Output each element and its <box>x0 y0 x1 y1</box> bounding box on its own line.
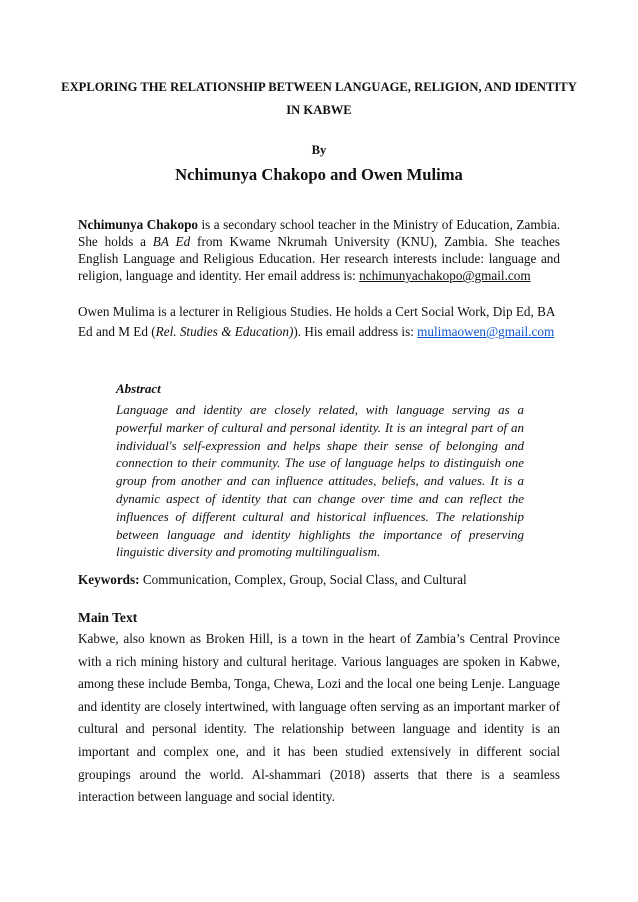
paper-title: EXPLORING THE RELATIONSHIP BETWEEN LANGUAGE, RELIGION, AND IDENTITY IN KABWE <box>61 80 577 117</box>
author-email-link[interactable]: mulimaowen@gmail.com <box>417 324 555 339</box>
author-bio-text: ). His email address is: <box>293 324 418 339</box>
byline-label: By <box>311 143 327 157</box>
abstract-heading: Abstract <box>116 381 161 396</box>
author-bio-specialty: Rel. Studies & Education) <box>155 324 294 339</box>
abstract-body: Language and identity are closely related, with language serving as a powerful marker of cultural and personal identity. It is an integral part of an individual's self-expression and helps shape their sense of belonging and connection to their community. The use of language helps to distinguish one group from another and can influence attitudes, beliefs, and values. It is a dynamic aspect of identity that can change over time and can reflect the influences of different cultural and historical influences. The relationship between language and identity highlights the importance of preserving linguistic diversity and promoting multilingualism. <box>116 402 524 560</box>
author-email-link[interactable]: nchimunyachakopo@gmail.com <box>359 268 531 283</box>
author-bio-text: from Kwame Nkrumah University (KNU), Zambia. She teaches English Language and Religious Education. Her research interests include: language and religion, language and identity. Her email address is: <box>78 234 560 283</box>
keywords-text: Communication, Complex, Group, Social Class, and Cultural <box>139 572 467 587</box>
main-text-body: Kabwe, also known as Broken Hill, is a town in the heart of Zambia’s Central Province with a rich mining history and cultural heritage. Various languages are spoken in Kabwe, among these include Bemba, Tonga, Chewa, Lozi and the local one being Lenje. Language and identity are closely intertwined, with language often serving as an important marker of cultural and personal identity. The relationship between language and identity is an important and complex one, and it has been studied extensively in different social groupings around the world. Al-shammari (2018) asserts that there is a seamless interaction between language and social identity. <box>78 631 560 805</box>
author-bio-mulima <box>78 302 560 342</box>
keywords-line <box>78 572 560 588</box>
author-bio-chakopo <box>78 216 560 284</box>
main-text-heading: Main Text <box>78 610 138 625</box>
author-bio-text: Owen Mulima is a lecturer in Religious Studies. He holds a Cert Social Work, Dip Ed, BA Ed and M Ed ( <box>78 304 555 339</box>
author-names: Nchimunya Chakopo and Owen Mulima <box>175 165 463 184</box>
keywords-label: Keywords: <box>78 572 140 587</box>
author-bio-name: Nchimunya Chakopo <box>78 217 199 232</box>
author-bio-text: is a secondary school teacher in the Ministry of Education, Zambia. She holds a <box>78 217 561 249</box>
author-bio-degree: BA Ed <box>152 234 191 249</box>
